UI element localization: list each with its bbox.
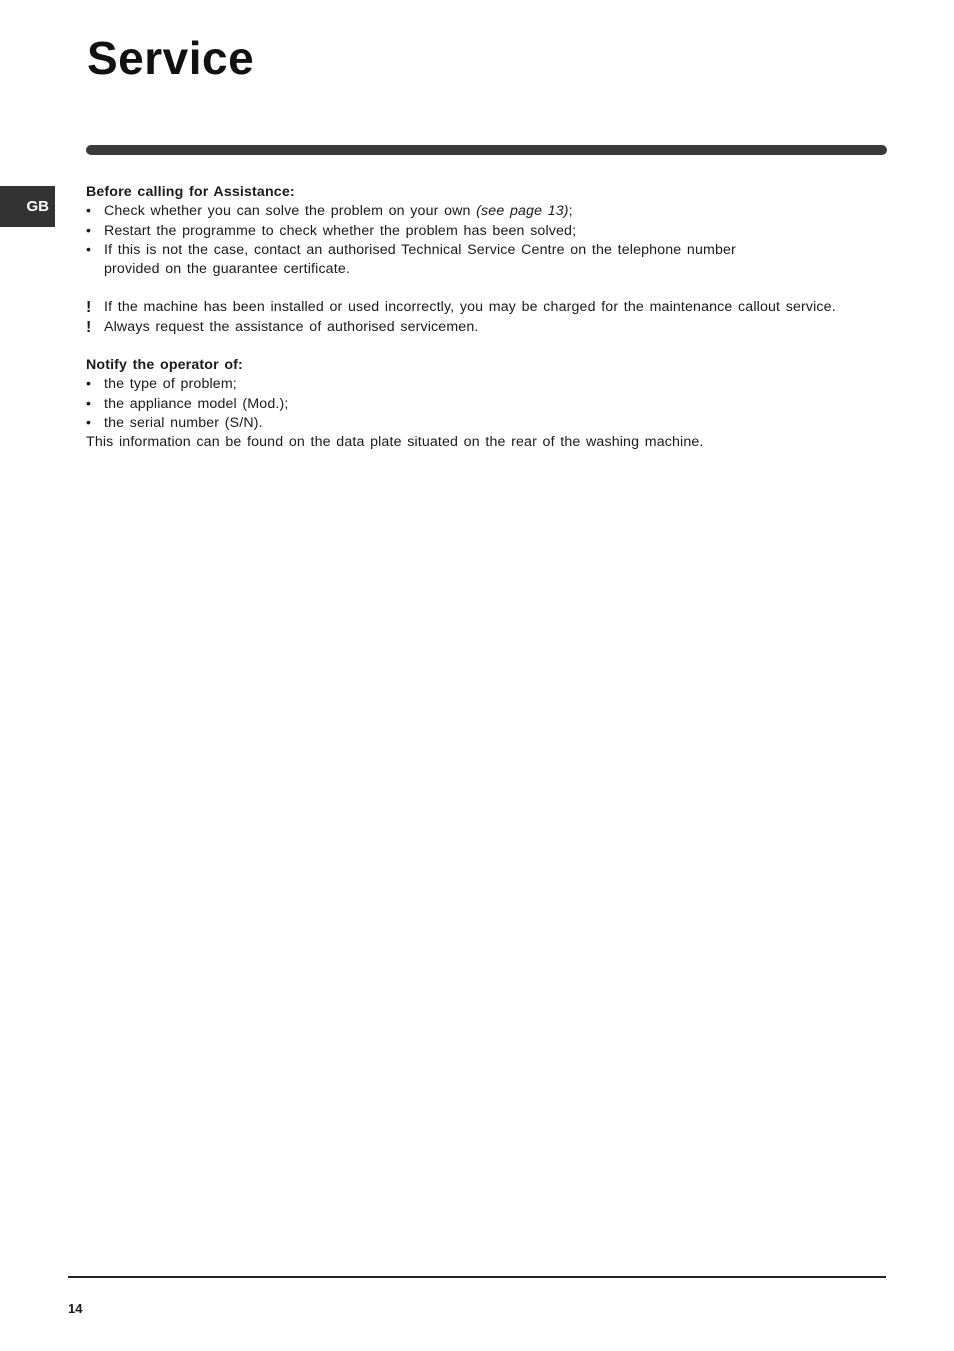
- list-item: • Restart the programme to check whether the problem has been solved;: [86, 222, 886, 241]
- warning-note: [86, 298, 886, 317]
- list-item: • the appliance model (Mod.);: [86, 395, 886, 414]
- data-plate-note: This information can be found on the data plate situated on the rear of the washing machine.: [86, 434, 704, 451]
- warning-text: Always request the assistance of authorised servicemen.: [104, 318, 479, 335]
- page-reference: (see page 13): [476, 203, 569, 220]
- title-divider: [86, 145, 887, 155]
- list-item: • If this is not the case, contact an authorised Technical Service Centre on the telephone number provided on the guarantee certificate.: [86, 241, 886, 280]
- exclamation-icon: !: [86, 318, 92, 336]
- before-calling-heading: Before calling for Assistance:: [86, 184, 295, 200]
- list-item: • Check whether you can solve the problem on your own (see page 13);: [86, 202, 886, 221]
- list-item: • the serial number (S/N).: [86, 414, 886, 433]
- before-calling-list: [86, 202, 886, 279]
- service-content: [86, 183, 886, 453]
- warning-note: [86, 318, 886, 337]
- footer-divider: [68, 1276, 886, 1278]
- notify-list: [86, 375, 886, 433]
- page-title: Service: [87, 32, 255, 84]
- list-item: • the type of problem;: [86, 375, 886, 394]
- notify-heading: Notify the operator of:: [86, 357, 243, 374]
- page-number: 14: [68, 1301, 83, 1316]
- exclamation-icon: !: [86, 299, 92, 317]
- language-tab: GB: [0, 186, 55, 227]
- warning-text: If the machine has been installed or used incorrectly, you may be charged for the maintenance callout service.: [104, 299, 836, 316]
